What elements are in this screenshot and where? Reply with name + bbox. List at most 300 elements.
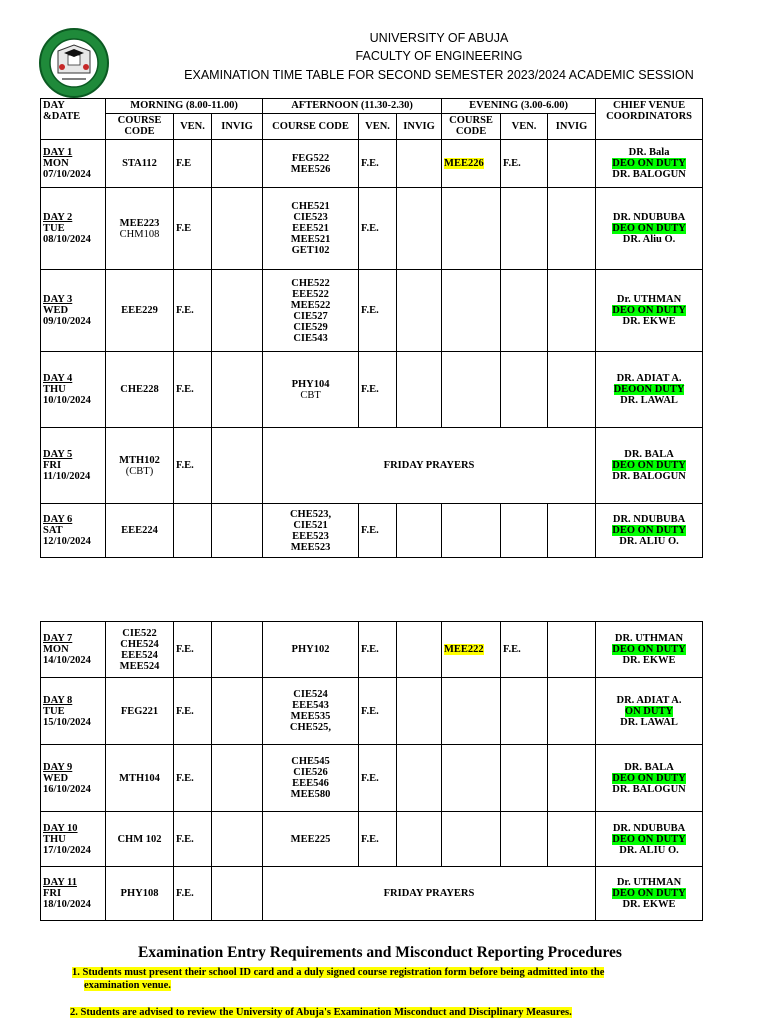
morning-invigilator-cell: [212, 867, 263, 921]
timetable-title: EXAMINATION TIME TABLE FOR SECOND SEMESTER 2023/2024 ACADEMIC SESSION: [184, 68, 694, 82]
afternoon-course-cell: [263, 504, 359, 558]
coordinator-line: [598, 294, 700, 305]
day-number: DAY 4: [43, 373, 73, 384]
coordinator-line: [598, 514, 700, 525]
coordinator-line: [598, 536, 700, 547]
course-code: [265, 311, 356, 322]
course-code-text: CIE543: [293, 332, 328, 344]
coordinator-name: DR. Aliu O.: [622, 234, 676, 245]
afternoon-invigilator-cell: [397, 504, 442, 558]
afternoon-course-cell: [263, 622, 359, 678]
course-code: [108, 384, 171, 395]
course-code-text: STA112: [122, 158, 157, 169]
morning-invigilator-cell: [212, 678, 263, 745]
course-code-list: [444, 158, 498, 169]
morning-course-cell: [106, 812, 174, 867]
evening-ven-header: VEN.: [501, 114, 548, 140]
afternoon-invigilator-cell: [397, 812, 442, 867]
morning-venue-cell: F.E.: [174, 622, 212, 678]
coordinator-name: DR. NDUBUBA: [612, 514, 686, 525]
course-code-list: [265, 379, 356, 401]
exam-date: 18/10/2024: [43, 899, 91, 910]
afternoon-invigilator-cell: [397, 745, 442, 812]
morning-venue-cell: F.E.: [174, 867, 212, 921]
course-code: [265, 509, 356, 520]
course-code: [108, 888, 171, 899]
afternoon-invigilator-cell: [397, 352, 442, 428]
morning-header: MORNING (8.00-11.00): [106, 99, 263, 114]
course-code: [265, 767, 356, 778]
course-code-text: PHY108: [120, 888, 159, 899]
coordinators-cell: [596, 678, 703, 745]
morning-invigilator-cell: [212, 745, 263, 812]
table-row: [41, 867, 703, 921]
day-of-week: THU: [43, 384, 66, 395]
course-code-text: CIE529: [293, 321, 328, 333]
course-code-list: [444, 644, 498, 655]
day-of-week: FRI: [43, 460, 62, 471]
day-date-cell: [41, 867, 106, 921]
evening-course-code-header: COURSE CODE: [442, 114, 501, 140]
day-number: DAY 9: [43, 761, 73, 773]
day-date-cell: [41, 188, 106, 270]
course-code: [265, 778, 356, 789]
morning-course-cell: [106, 504, 174, 558]
day-of-week: THU: [43, 833, 66, 845]
coordinator-line: [598, 706, 700, 717]
day-date-cell: [41, 428, 106, 504]
course-code: [108, 525, 171, 536]
course-code-text: EEE543: [292, 700, 329, 711]
course-code-text: PHY102: [291, 644, 330, 655]
morning-course-cell: [106, 140, 174, 188]
course-code: [265, 153, 356, 164]
course-code: [265, 531, 356, 542]
day-date-cell: [41, 812, 106, 867]
table-row: [41, 140, 703, 188]
coordinator-name: DR. ADIAT A.: [616, 373, 682, 384]
course-code: [265, 300, 356, 311]
coordinator-line: [598, 655, 700, 666]
evening-course-cell: [442, 504, 501, 558]
duty-badge: DEOON DUTY: [613, 384, 685, 395]
course-code-text: CHE545: [291, 756, 330, 767]
afternoon-course-code-header: COURSE CODE: [263, 114, 359, 140]
coordinators-cell: [596, 352, 703, 428]
afternoon-ven-header: VEN.: [359, 114, 397, 140]
table-row: [41, 622, 703, 678]
day-date-cell: [41, 745, 106, 812]
day-date-cell: [41, 622, 106, 678]
course-code-text: EEE523: [292, 530, 329, 542]
requirements-title: Examination Entry Requirements and Misconduct Reporting Procedures: [138, 944, 622, 961]
coordinator-line: [598, 845, 700, 856]
duty-badge: DEO ON DUTY: [612, 223, 686, 234]
evening-venue-cell: [501, 504, 548, 558]
course-code-text: (CBT): [125, 465, 154, 477]
coordinator-line: [598, 373, 700, 384]
course-code-text: CHE228: [120, 384, 159, 395]
afternoon-course-cell: [263, 352, 359, 428]
duty-badge: DEO ON DUTY: [612, 772, 686, 784]
course-code-text: EEE224: [121, 525, 158, 536]
coordinator-name: DR. BALA: [624, 761, 674, 773]
course-code-list: [265, 509, 356, 553]
afternoon-course-cell: [263, 270, 359, 352]
course-code: [108, 218, 171, 229]
evening-course-cell: [442, 188, 501, 270]
evening-course-cell: [442, 678, 501, 745]
morning-venue-cell: F.E: [174, 140, 212, 188]
course-code-text: CIE524: [293, 689, 328, 700]
morning-invigilator-cell: [212, 352, 263, 428]
day-date-cell: [41, 270, 106, 352]
coordinators-cell: [596, 140, 703, 188]
duty-badge: DEO ON DUTY: [612, 305, 686, 316]
coordinators-header: CHIEF VENUE COORDINATORS: [596, 99, 703, 140]
course-code: [108, 773, 171, 784]
course-code-text: MTH104: [119, 772, 160, 784]
coordinator-name: DR. ADIAT A.: [616, 694, 682, 706]
day-number: DAY 10: [43, 822, 78, 834]
coordinator-name: DR. BALA: [624, 449, 674, 460]
coordinator-name: DR. EKWE: [622, 899, 676, 910]
evening-invigilator-cell: [548, 622, 596, 678]
morning-invig-header: INVIG: [212, 114, 263, 140]
table-row: [41, 678, 703, 745]
course-code-list: [108, 525, 171, 536]
morning-course-cell: [106, 745, 174, 812]
day-of-week: WED: [43, 772, 69, 784]
coordinator-name: Dr. UTHMAN: [616, 294, 682, 305]
evening-invigilator-cell: [548, 352, 596, 428]
course-code: [265, 212, 356, 223]
course-code: [265, 520, 356, 531]
course-code-list: [108, 218, 171, 240]
timetable-week-1: [40, 98, 703, 558]
course-code: [265, 164, 356, 175]
morning-course-cell: [106, 622, 174, 678]
course-code: [108, 661, 171, 672]
course-code-list: [108, 455, 171, 477]
course-code: [444, 644, 498, 655]
course-code-text: MEE524: [119, 660, 160, 672]
course-code-text: MEE523: [290, 541, 331, 553]
evening-venue-cell: [501, 188, 548, 270]
table-row: [41, 812, 703, 867]
table-row: [41, 504, 703, 558]
afternoon-friday-prayers-cell: FRIDAY PRAYERS: [263, 867, 596, 921]
coordinator-name: DR. BALOGUN: [612, 169, 686, 180]
course-code: [265, 542, 356, 553]
course-code-text: CHE522: [291, 277, 330, 289]
morning-venue-cell: F.E.: [174, 745, 212, 812]
coordinator-name: DR. LAWAL: [620, 716, 678, 728]
coordinator-line: [598, 899, 700, 910]
course-code-list: [108, 158, 171, 169]
coordinator-name: DR. BALOGUN: [612, 783, 686, 795]
table-row: [41, 428, 703, 504]
afternoon-venue-cell: F.E.: [359, 678, 397, 745]
course-code-text: CIE523: [293, 212, 328, 223]
course-code-text: MEE526: [290, 163, 331, 175]
course-code: [108, 834, 171, 845]
afternoon-venue-cell: F.E.: [359, 504, 397, 558]
morning-venue-cell: F.E: [174, 188, 212, 270]
course-code-list: [108, 628, 171, 672]
course-code-text: CIE522: [122, 627, 157, 639]
day-of-week: MON: [43, 158, 69, 169]
coordinator-line: [598, 784, 700, 795]
coordinator-name: DR. NDUBUBA: [612, 822, 686, 834]
evening-venue-cell: [501, 678, 548, 745]
evening-venue-cell: F.E.: [501, 622, 548, 678]
coordinator-name: Dr. UTHMAN: [616, 877, 682, 888]
day-of-week: WED: [43, 305, 69, 316]
duty-badge: DEO ON DUTY: [612, 525, 686, 536]
afternoon-course-cell: [263, 678, 359, 745]
course-code-text: MEE223: [119, 217, 160, 229]
table-row: [41, 270, 703, 352]
course-code-list: [108, 706, 171, 717]
course-code-text: PHY104: [291, 378, 330, 390]
afternoon-invigilator-cell: [397, 678, 442, 745]
day-number: DAY 5: [43, 449, 73, 460]
course-code: [265, 834, 356, 845]
evening-invigilator-cell: [548, 270, 596, 352]
morning-course-cell: [106, 188, 174, 270]
day-of-week: SAT: [43, 525, 63, 536]
course-code: [265, 333, 356, 344]
course-code-text: EEE229: [121, 305, 158, 316]
course-code: [108, 650, 171, 661]
evening-header: EVENING (3.00-6.00): [442, 99, 596, 114]
course-code: [265, 201, 356, 212]
course-code-list: [265, 834, 356, 845]
morning-venue-cell: F.E.: [174, 270, 212, 352]
day-date-cell: [41, 504, 106, 558]
coordinator-line: [598, 633, 700, 644]
course-code: [265, 278, 356, 289]
afternoon-header: AFTERNOON (11.30-2.30): [263, 99, 442, 114]
coordinator-line: [598, 525, 700, 536]
coordinators-cell: [596, 188, 703, 270]
course-code: [265, 289, 356, 300]
morning-invigilator-cell: [212, 140, 263, 188]
coordinator-name: DR. UTHMAN: [614, 633, 684, 644]
day-of-week: FRI: [43, 888, 62, 899]
day-number: DAY 7: [43, 633, 73, 644]
coordinator-line: [598, 773, 700, 784]
afternoon-venue-cell: F.E.: [359, 270, 397, 352]
course-code-text: GET102: [291, 245, 330, 256]
coordinators-cell: [596, 745, 703, 812]
duty-badge: DEO ON DUTY: [612, 644, 686, 655]
day-date-header: DAY &DATE: [41, 99, 106, 140]
afternoon-invigilator-cell: [397, 270, 442, 352]
exam-date: 11/10/2024: [43, 471, 91, 482]
afternoon-venue-cell: F.E.: [359, 812, 397, 867]
requirement-1-line-1: 1. Students must present their school ID card and a duly signed course registration form before being admitted into the: [72, 967, 605, 978]
coordinator-line: [598, 823, 700, 834]
coordinators-cell: [596, 504, 703, 558]
course-code-list: [265, 201, 356, 256]
university-name: UNIVERSITY OF ABUJA: [369, 31, 509, 45]
course-code: [108, 466, 171, 477]
coordinator-line: [598, 147, 700, 158]
exam-date: 07/10/2024: [43, 169, 91, 180]
coordinators-cell: [596, 270, 703, 352]
afternoon-venue-cell: F.E.: [359, 140, 397, 188]
course-code-list: [108, 305, 171, 316]
course-code-list: [108, 888, 171, 899]
course-code: [108, 158, 171, 169]
course-code-text: EEE522: [292, 288, 329, 300]
duty-badge: ON DUTY: [624, 705, 674, 717]
evening-invigilator-cell: [548, 188, 596, 270]
course-code-text: MEE535: [290, 711, 331, 722]
morning-ven-header: VEN.: [174, 114, 212, 140]
timetable-week-2: [40, 621, 703, 921]
coordinator-line: [598, 316, 700, 327]
course-code: [444, 158, 498, 169]
day-number: DAY 2: [43, 212, 73, 223]
morning-invigilator-cell: [212, 812, 263, 867]
exam-date: 14/10/2024: [43, 655, 91, 666]
afternoon-invigilator-cell: [397, 188, 442, 270]
course-code-text: CBT: [300, 389, 321, 401]
coordinator-line: [598, 888, 700, 899]
course-code-text: CHM 102: [117, 833, 162, 845]
exam-date: 10/10/2024: [43, 395, 91, 406]
course-code-list: [108, 773, 171, 784]
course-code: [265, 223, 356, 234]
coordinator-line: [598, 695, 700, 706]
course-code-text: CHE521: [291, 201, 330, 212]
coordinator-line: [598, 305, 700, 316]
afternoon-venue-cell: F.E.: [359, 745, 397, 812]
course-code: [108, 639, 171, 650]
evening-invigilator-cell: [548, 504, 596, 558]
morning-course-cell: [106, 867, 174, 921]
coordinator-name: DR. ALIU O.: [619, 536, 679, 547]
morning-venue-cell: F.E.: [174, 812, 212, 867]
coordinator-name: DR. Bala: [628, 147, 670, 158]
coordinator-line: [598, 449, 700, 460]
course-code-text: MEE226: [444, 158, 484, 169]
university-logo: [38, 27, 110, 99]
coordinators-cell: [596, 428, 703, 504]
course-code: [265, 379, 356, 390]
table-row: [41, 745, 703, 812]
course-code-list: [265, 689, 356, 733]
evening-venue-cell: [501, 270, 548, 352]
course-code-text: EEE524: [121, 649, 158, 661]
morning-venue-cell: F.E.: [174, 428, 212, 504]
course-code: [108, 628, 171, 639]
morning-course-cell: [106, 352, 174, 428]
coordinator-name: DR. EKWE: [622, 655, 676, 666]
day-date-cell: [41, 678, 106, 745]
day-of-week: MON: [43, 644, 69, 655]
course-code-text: MEE522: [290, 299, 331, 311]
coordinator-line: [598, 762, 700, 773]
course-code-text: MEE222: [444, 644, 484, 655]
morning-course-cell: [106, 270, 174, 352]
coordinator-line: [598, 834, 700, 845]
coordinator-line: [598, 471, 700, 482]
course-code: [108, 455, 171, 466]
afternoon-venue-cell: F.E.: [359, 352, 397, 428]
course-code: [265, 689, 356, 700]
morning-invigilator-cell: [212, 270, 263, 352]
course-code: [108, 706, 171, 717]
day-of-week: TUE: [43, 223, 65, 234]
exam-date: 15/10/2024: [43, 716, 91, 728]
afternoon-course-cell: [263, 188, 359, 270]
course-code-text: CIE521: [293, 519, 328, 531]
coordinator-line: [598, 223, 700, 234]
exam-date: 17/10/2024: [43, 844, 91, 856]
course-code-text: CIE527: [293, 310, 328, 322]
coordinator-line: [598, 877, 700, 888]
requirement-2: 2. Students are advised to review the University of Abuja's Examination Misconduct and Disciplinary Measures.: [70, 1007, 572, 1018]
evening-course-cell: [442, 745, 501, 812]
course-code-list: [265, 278, 356, 344]
course-code: [265, 789, 356, 800]
course-code-text: MEE521: [290, 234, 331, 245]
exam-date: 09/10/2024: [43, 316, 91, 327]
evening-invigilator-cell: [548, 678, 596, 745]
morning-venue-cell: [174, 504, 212, 558]
afternoon-invig-header: INVIG: [397, 114, 442, 140]
evening-course-cell: [442, 622, 501, 678]
course-code-list: [265, 153, 356, 175]
course-code-text: CHE524: [120, 638, 159, 650]
course-code-list: [108, 384, 171, 395]
evening-invig-header: INVIG: [548, 114, 596, 140]
afternoon-course-cell: [263, 812, 359, 867]
coordinator-line: [598, 234, 700, 245]
course-code-text: FEG522: [291, 152, 330, 164]
course-code: [265, 322, 356, 333]
coordinator-line: [598, 169, 700, 180]
evening-invigilator-cell: [548, 812, 596, 867]
coordinators-cell: [596, 867, 703, 921]
afternoon-friday-prayers-cell: FRIDAY PRAYERS: [263, 428, 596, 504]
course-code-list: [265, 644, 356, 655]
morning-course-cell: [106, 678, 174, 745]
course-code-list: [108, 834, 171, 845]
afternoon-venue-cell: F.E.: [359, 188, 397, 270]
course-code-text: MEE225: [290, 833, 331, 845]
coordinators-cell: [596, 812, 703, 867]
morning-invigilator-cell: [212, 504, 263, 558]
course-code: [265, 756, 356, 767]
course-code: [265, 245, 356, 256]
evening-course-cell: [442, 352, 501, 428]
course-code: [265, 700, 356, 711]
duty-badge: DEO ON DUTY: [612, 158, 686, 169]
day-number: DAY 6: [43, 514, 73, 525]
coordinator-name: DR. EKWE: [622, 316, 676, 327]
coordinator-line: [598, 644, 700, 655]
coordinator-line: [598, 158, 700, 169]
day-number: DAY 11: [43, 877, 77, 888]
table-row: [41, 352, 703, 428]
course-code: [108, 229, 171, 240]
morning-venue-cell: F.E.: [174, 352, 212, 428]
